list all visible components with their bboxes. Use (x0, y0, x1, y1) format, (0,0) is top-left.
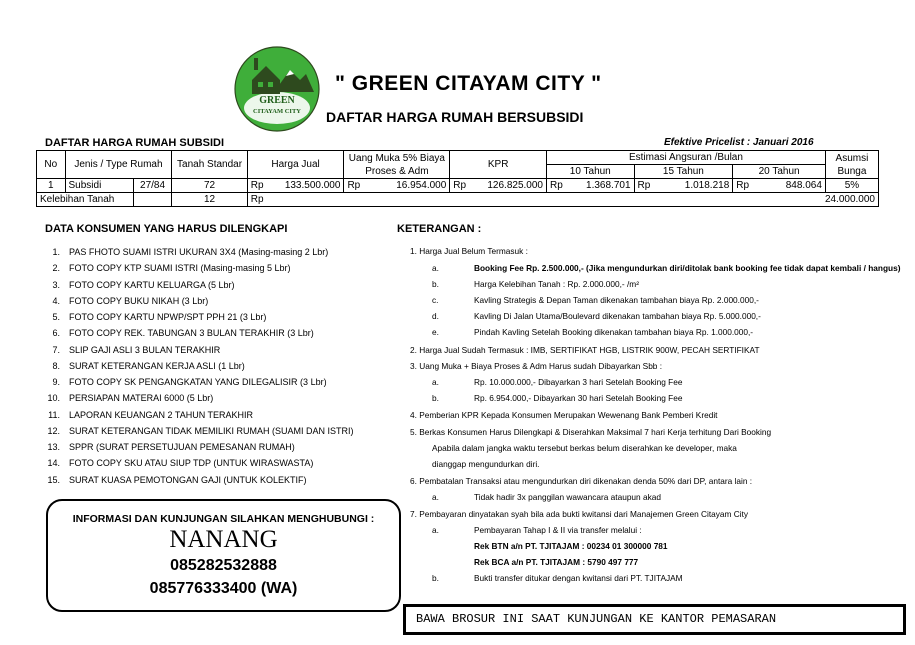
contact-name: NANANG (169, 526, 278, 553)
table-row (37, 179, 879, 193)
doc-item-number: 4. (52, 295, 60, 306)
docs-heading: DATA KONSUMEN YANG HARUS DILENGKAPI (45, 223, 288, 235)
doc-item-text: FOTO COPY BUKU NIKAH (3 Lbr) (69, 295, 209, 306)
doc-item-text: FOTO COPY SKU ATAU SIUP TDP (UNTUK WIRASWASTA) (69, 458, 314, 469)
table-row (37, 193, 879, 207)
row-e15-currency: Rp (634, 179, 653, 193)
doc-item-text: SURAT KETERANGAN KERJA ASLI (1 Lbr) (69, 360, 245, 371)
note-1d-label: d. (432, 311, 439, 321)
doc-item-number: 14. (47, 458, 60, 469)
doc-item-number: 6. (52, 328, 60, 339)
doc-item (40, 390, 385, 406)
effective-pricelist: Efektive Pricelist : Januari 2016 (664, 137, 814, 148)
row-e10: 1.368.701 (564, 179, 634, 193)
doc-item-number: 15. (47, 474, 60, 485)
note-1c: Kavling Strategis & Depan Taman dikenakan tambahan biaya Rp. 2.000.000,- (474, 295, 759, 305)
note-7b: Bukti transfer ditukar dengan kwitansi dari PT. TJITAJAM (474, 573, 683, 583)
doc-item (40, 309, 385, 325)
note-1a: Booking Fee Rp. 2.500.000,- (Jika mengundurkan diri/ditolak bank booking fee tidak dapat kembali / hangus) (474, 263, 901, 273)
note-1b: Harga Kelebihan Tanah : Rp. 2.000.000,- /m² (474, 279, 639, 289)
note-4: 4. Pemberian KPR Kepada Konsumen Merupakan Wewenang Bank Pemberi Kredit (410, 410, 718, 420)
header-type: Jenis / Type Rumah (65, 151, 172, 179)
contact-heading: INFORMASI DAN KUNJUNGAN SILAHKAN MENGHUBUNGI : (72, 513, 375, 525)
docs-list (40, 244, 385, 488)
doc-item-text: SLIP GAJI ASLI 3 BULAN TERAKHIR (69, 344, 221, 355)
excess-label: Kelebihan Tanah (37, 193, 134, 207)
doc-item (40, 407, 385, 423)
note-7: 7. Pembayaran dinyatakan syah bila ada bukti kwitansi dari Manajemen Green Citayam City (410, 509, 749, 519)
note-7a: Pembayaran Tahap I & II via transfer melalui : (474, 525, 642, 535)
note-1: 1. Harga Jual Belum Termasuk : (410, 246, 528, 256)
doc-item-text: SPPR (SURAT PERSETUJUAN PEMESANAN RUMAH) (69, 442, 295, 452)
page-title: " GREEN CITAYAM CITY " (335, 72, 602, 95)
doc-item-number: 10. (47, 393, 60, 404)
row-dp-currency: Rp (344, 179, 368, 193)
doc-item-number: 2. (52, 263, 60, 274)
row-kpr-currency: Rp (450, 179, 468, 193)
note-7a-label: a. (432, 525, 439, 535)
row-price: 133.500.000 (268, 179, 344, 193)
doc-item (40, 374, 385, 390)
row-dp: 16.954.000 (368, 179, 449, 193)
excess-value: 24.000.000 (268, 193, 879, 207)
page-subtitle: DAFTAR HARGA RUMAH BERSUBSIDI (326, 109, 584, 125)
doc-item-text: FOTO COPY REK. TABUNGAN 3 BULAN TERAKHIR (3 Lbr) (69, 328, 314, 339)
price-table-heading: DAFTAR HARGA RUMAH SUBSIDI (45, 137, 225, 149)
header-price: Harga Jual (247, 151, 344, 179)
row-kpr: 126.825.000 (468, 179, 546, 193)
row-e15: 1.018.218 (653, 179, 732, 193)
note-3b-label: b. (432, 393, 439, 403)
doc-item-number: 7. (52, 344, 60, 355)
doc-item (40, 342, 385, 358)
doc-item (40, 439, 385, 455)
row-no: 1 (37, 179, 66, 193)
note-3: 3. Uang Muka + Biaya Proses & Adm Harus sudah Dibayarkan Sbb : (410, 361, 663, 371)
header-est-15: 15 Tahun (634, 165, 733, 179)
doc-item-number: 1. (52, 247, 60, 257)
note-7b-label: b. (432, 573, 439, 583)
doc-item (40, 455, 385, 471)
row-e20: 848.064 (751, 179, 825, 193)
doc-item-text: FOTO COPY KARTU NPWP/SPT PPH 21 (3 Lbr) (69, 312, 267, 322)
header-kpr: KPR (450, 151, 547, 179)
doc-item-number: 3. (52, 279, 60, 290)
note-3b: Rp. 6.954.000,- Dibayarkan 30 hari Setelah Booking Fee (474, 393, 683, 403)
doc-item (40, 260, 385, 276)
excess-land: 12 (172, 193, 247, 207)
note-1c-label: c. (432, 295, 439, 305)
doc-item (40, 244, 385, 260)
note-5: 5. Berkas Konsumen Harus Dilengkapi & Diserahkan Maksimal 7 hari Kerja terhitung Dari Booking (410, 427, 772, 437)
row-type: Subsidi (65, 179, 133, 193)
note-2: 2. Harga Jual Sudah Termasuk : IMB, SERTIFIKAT HGB, LISTRIK 900W, PECAH SERTIFIKAT (410, 345, 760, 355)
note-6: 6. Pembatalan Transaksi atau mengundurkan diri dikenakan denda 50% dari DP, antara lain : (410, 476, 753, 486)
note-1e-label: e. (432, 327, 439, 337)
doc-item-text: PAS FHOTO SUAMI ISTRI UKURAN 3X4 (Masing-masing 2 Lbr) (69, 247, 329, 257)
doc-item-text: FOTO COPY KTP SUAMI ISTRI (Masing-masing 5 Lbr) (69, 263, 291, 274)
logo-text-city: CITAYAM CITY (253, 108, 301, 115)
doc-item-text: SURAT KETERANGAN TIDAK MEMILIKI RUMAH (SUAMI DAN ISTRI) (69, 425, 354, 436)
contact-phone: 085282532888 (170, 557, 277, 574)
header-no: No (37, 151, 66, 179)
price-table (36, 150, 879, 207)
note-7a-btn: Rek BTN a/n PT. TJITAJAM : 00234 01 300000 781 (474, 541, 668, 551)
excess-currency: Rp (247, 193, 267, 207)
row-e20-currency: Rp (733, 179, 751, 193)
brochure-banner: BAWA BROSUR INI SAAT KUNJUNGAN KE KANTOR PEMASARAN (403, 604, 906, 635)
note-3a-label: a. (432, 377, 439, 387)
logo-text-green: GREEN (259, 95, 295, 106)
row-price-currency: Rp (247, 179, 267, 193)
doc-item-number: 12. (47, 425, 60, 436)
doc-item (40, 325, 385, 341)
note-1d: Kavling Di Jalan Utama/Boulevard dikenakan tambahan biaya Rp. 5.000.000,- (474, 311, 761, 321)
note-1b-label: b. (432, 279, 439, 289)
note-3a: Rp. 10.000.000,- Dibayarkan 3 hari Setelah Booking Fee (474, 377, 683, 387)
doc-item-text: LAPORAN KEUANGAN 2 TAHUN TERAKHIR (69, 409, 254, 420)
green-citayam-logo (234, 46, 320, 132)
header-interest: Asumsi Bunga (825, 151, 878, 179)
doc-item-text: FOTO COPY SK PENGANGKATAN YANG DILEGALISIR (3 Lbr) (69, 377, 327, 387)
doc-item-text: FOTO COPY KARTU KELUARGA (5 Lbr) (69, 279, 235, 290)
row-size: 27/84 (133, 179, 172, 193)
row-land: 72 (172, 179, 247, 193)
contact-phone-wa: 085776333400 (WA) (149, 580, 298, 597)
doc-item-number: 13. (47, 442, 60, 452)
doc-item (40, 472, 385, 488)
note-6a: Tidak hadir 3x panggilan wawancara ataupun akad (474, 492, 661, 502)
doc-item-number: 9. (52, 377, 60, 387)
doc-item-text: SURAT KUASA PEMOTONGAN GAJI (UNTUK KOLEKTIF) (69, 474, 307, 485)
header-estimate: Estimasi Angsuran /Bulan (547, 151, 826, 165)
note-5-line2: Apabila dalam jangka waktu tersebut berkas belum diserahkan ke developer, maka (432, 443, 737, 453)
header-land: Tanah Standar (172, 151, 247, 179)
note-6a-label: a. (432, 492, 439, 502)
doc-item-number: 11. (48, 409, 60, 420)
note-1e: Pindah Kavling Setelah Booking dikenakan tambahan biaya Rp. 1.000.000,- (474, 327, 754, 337)
doc-item (40, 277, 385, 293)
doc-item-number: 5. (52, 312, 60, 322)
header-est-10: 10 Tahun (547, 165, 635, 179)
doc-item (40, 423, 385, 439)
contact-box (46, 499, 401, 612)
doc-item-number: 8. (52, 360, 60, 371)
header-dp: Uang Muka 5% Biaya Proses & Adm (344, 151, 450, 179)
doc-item (40, 358, 385, 374)
row-interest: 5% (825, 179, 878, 193)
header-est-20: 20 Tahun (733, 165, 826, 179)
note-1a-label: a. (432, 263, 439, 273)
notes-heading: KETERANGAN : (397, 223, 482, 235)
note-5-line3: dianggap mengundurkan diri. (432, 459, 540, 469)
doc-item-text: PERSIAPAN MATERAI 6000 (5 Lbr) (69, 393, 214, 404)
doc-item (40, 293, 385, 309)
row-e10-currency: Rp (547, 179, 564, 193)
note-7a-bca: Rek BCA a/n PT. TJITAJAM : 5790 497 777 (474, 557, 639, 567)
